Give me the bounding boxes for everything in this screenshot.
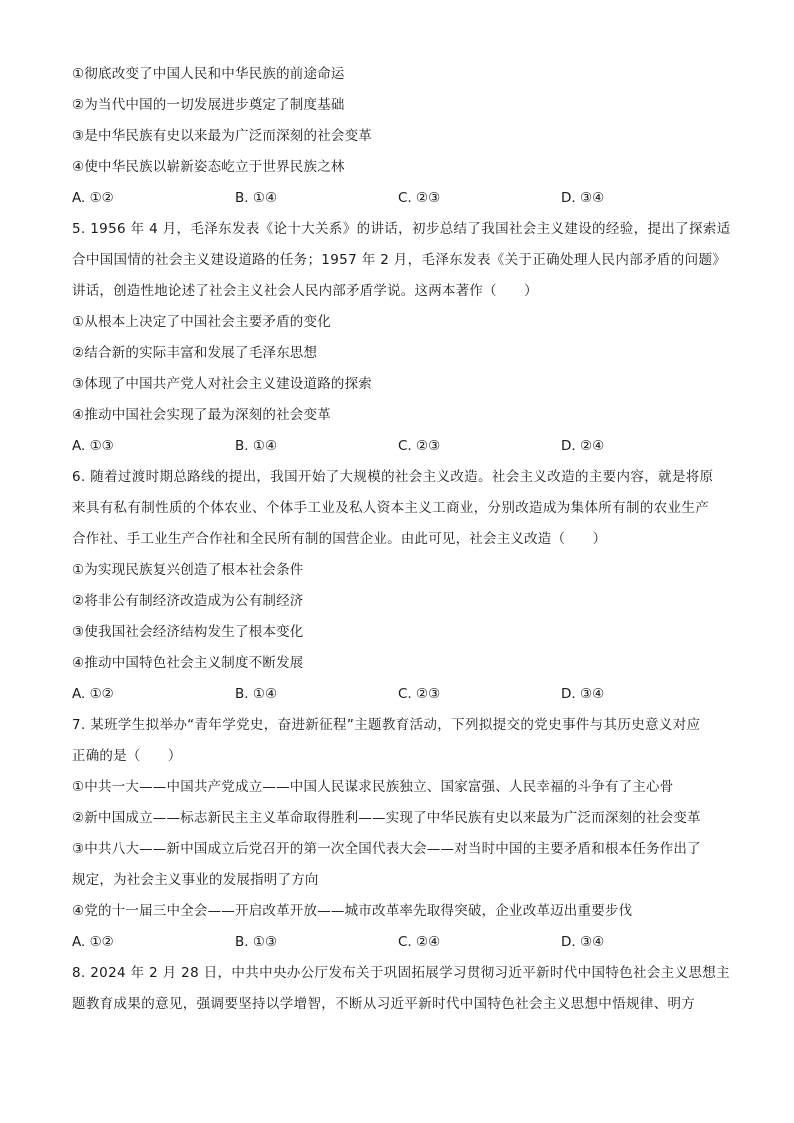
answer-option: C. ②③ bbox=[398, 190, 441, 206]
answer-option: C. ②③ bbox=[398, 686, 441, 702]
answer-option: B. ①④ bbox=[235, 686, 278, 702]
text-line: ④推动中国社会实现了最为深刻的社会变革 bbox=[72, 407, 331, 423]
answer-option: D. ③④ bbox=[561, 190, 605, 206]
text-line: 6. 随着过渡时期总路线的提出，我国开始了大规模的社会主义改造。社会主义改造的主要内容，就是将原 bbox=[72, 469, 714, 485]
answer-option: A. ①② bbox=[72, 686, 114, 702]
answer-options bbox=[72, 188, 722, 208]
text-line: 8. 2024 年 2 月 28 日，中共中央办公厅发布关于巩固拓展学习贯彻习近平新时代中国特色社会主义思想主 bbox=[72, 965, 730, 981]
text-line: ④使中华民族以崭新姿态屹立于世界民族之林 bbox=[72, 159, 345, 175]
answer-option: B. ①④ bbox=[235, 438, 278, 454]
text-line: 题教育成果的意见，强调要坚持以学增智，不断从习近平新时代中国特色社会主义思想中悟规律、明方 bbox=[72, 996, 696, 1012]
text-line: ④推动中国特色社会主义制度不断发展 bbox=[72, 655, 304, 671]
text-line: 讲话，创造性地论述了社会主义社会人民内部矛盾学说。这两本著作（ ） bbox=[72, 283, 538, 299]
text-line: ①从根本上决定了中国社会主要矛盾的变化 bbox=[72, 314, 331, 330]
answer-option: A. ①③ bbox=[72, 438, 114, 454]
answer-option: A. ①② bbox=[72, 190, 114, 206]
answer-option: C. ②③ bbox=[398, 438, 441, 454]
text-line: ②为当代中国的一切发展进步奠定了制度基础 bbox=[72, 97, 345, 113]
text-line: ③中共八大——新中国成立后党召开的第一次全国代表大会——对当时中国的主要矛盾和根本任务作出了 bbox=[72, 841, 701, 857]
text-line: 合作社、手工业生产合作社和全民所有制的国营企业。由此可见，社会主义改造（ ） bbox=[72, 531, 607, 547]
answer-option: D. ③④ bbox=[561, 686, 605, 702]
text-line: 7. 某班学生拟举办“青年学党史，奋进新征程”主题教育活动，下列拟提交的党史事件与其历史意义对应 bbox=[72, 717, 701, 733]
answer-options bbox=[72, 684, 722, 704]
text-line: ①彻底改变了中国人民和中华民族的前途命运 bbox=[72, 66, 345, 82]
text-line: ③是中华民族有史以来最为广泛而深刻的社会变革 bbox=[72, 128, 373, 144]
text-line: 来具有私有制性质的个体农业、个体手工业及私人资本主义工商业，分别改造成为集体所有制的农业生产 bbox=[72, 500, 710, 516]
text-line: ②结合新的实际丰富和发展了毛泽东思想 bbox=[72, 345, 318, 361]
answer-options bbox=[72, 436, 722, 456]
text-line: 正确的是（ ） bbox=[72, 748, 182, 764]
text-line: ①中共一大——中国共产党成立——中国人民谋求民族独立、国家富强、人民幸福的斗争有了主心骨 bbox=[72, 779, 674, 795]
text-line: ②新中国成立——标志新民主主义革命取得胜利——实现了中华民族有史以来最为广泛而深刻的社会变革 bbox=[72, 810, 701, 826]
answer-option: D. ②④ bbox=[561, 438, 605, 454]
answer-option: B. ①④ bbox=[235, 190, 278, 206]
answer-option: A. ①② bbox=[72, 934, 114, 950]
text-line: ③使我国社会经济结构发生了根本变化 bbox=[72, 624, 304, 640]
text-line: 规定，为社会主义事业的发展指明了方向 bbox=[72, 872, 319, 888]
answer-option: D. ③④ bbox=[561, 934, 605, 950]
text-line: ②将非公有制经济改造成为公有制经济 bbox=[72, 593, 304, 609]
answer-option: B. ①③ bbox=[235, 934, 278, 950]
text-line: 5. 1956 年 4 月，毛泽东发表《论十大关系》的讲话，初步总结了我国社会主义建设的经验，提出了探索适 bbox=[72, 221, 731, 237]
text-line: 合中国国情的社会主义建设道路的任务；1957 年 2 月，毛泽东发表《关于正确处理人民内部矛盾的问题》 bbox=[72, 252, 727, 268]
text-line: ④党的十一届三中全会——开启改革开放——城市改革率先取得突破，企业改革迈出重要步伐 bbox=[72, 903, 633, 919]
answer-options bbox=[72, 932, 722, 952]
text-line: ①为实现民族复兴创造了根本社会条件 bbox=[72, 562, 304, 578]
answer-option: C. ②④ bbox=[398, 934, 441, 950]
text-line: ③体现了中国共产党人对社会主义建设道路的探索 bbox=[72, 376, 373, 392]
